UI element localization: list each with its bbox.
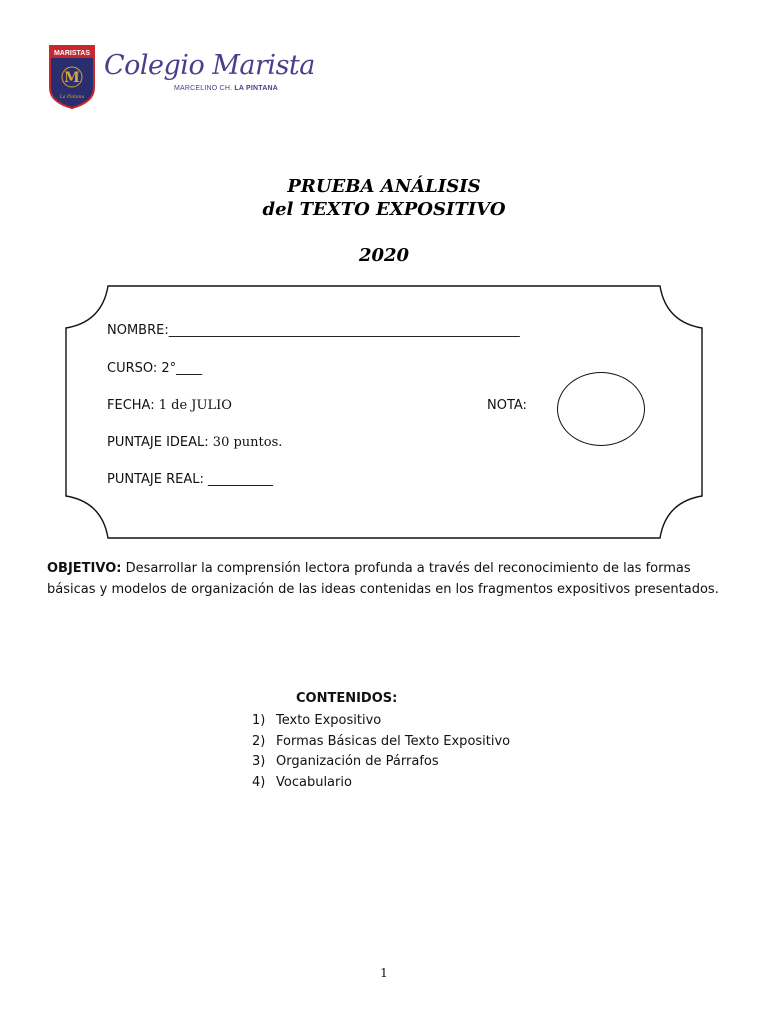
wordmark-subtitle-regular: MARCELINO CH.	[174, 85, 233, 92]
date-field	[107, 398, 232, 413]
date-label: FECHA:	[107, 398, 159, 413]
list-item-number: 3)	[252, 754, 266, 770]
course-field[interactable]: CURSO: 2°____	[107, 361, 203, 376]
list-item-number: 1)	[252, 713, 266, 728]
objective-text: Desarrollar la comprensión lectora profunda a través del reconocimiento de las formas básicas y modelos de organización de las ideas contenidas en los fragmentos expositivos presentados.	[47, 561, 719, 597]
list-item	[252, 752, 510, 773]
list-item	[252, 732, 510, 753]
crest-monogram: M	[64, 70, 80, 86]
list-item-text: Organización de Párrafos	[276, 754, 439, 770]
grade-circle[interactable]	[557, 372, 645, 446]
grade-label: NOTA:	[487, 398, 527, 413]
list-item	[252, 773, 510, 794]
wordmark-title: Colegio Marista	[104, 50, 315, 81]
test-title-line2: del TEXTO EXPOSITIVO	[262, 199, 506, 220]
list-item-text: Vocabulario	[276, 775, 352, 791]
list-item-number: 4)	[252, 775, 266, 791]
wordmark-subtitle	[174, 85, 278, 92]
ideal-score-label: PUNTAJE IDEAL:	[107, 435, 213, 450]
contents-list	[252, 711, 510, 794]
contents-heading: CONTENIDOS:	[296, 691, 398, 706]
crest-footer-text: La Pintana	[59, 95, 85, 100]
date-value: 1 de JULIO	[158, 398, 232, 413]
ideal-score-field	[107, 435, 282, 450]
page-number: 1	[380, 966, 388, 980]
crest-top-text: MARISTAS	[53, 50, 91, 57]
list-item-text: Texto Expositivo	[276, 713, 382, 728]
list-item-text: Formas Básicas del Texto Expositivo	[276, 733, 511, 749]
list-item-number: 2)	[252, 733, 266, 749]
school-wordmark	[104, 48, 315, 100]
ideal-score-value: 30 puntos.	[212, 435, 283, 450]
test-year: 2020	[358, 245, 410, 266]
name-field[interactable]: NOMBRE:______________________________________________________	[107, 323, 520, 338]
objective-paragraph	[47, 558, 722, 600]
school-crest-logo	[48, 44, 96, 110]
test-title-line1: PRUEBA ANÁLISIS	[287, 176, 481, 197]
wordmark-subtitle-bold: LA PINTANA	[234, 85, 278, 92]
list-item	[252, 711, 510, 732]
real-score-field[interactable]: PUNTAJE REAL: __________	[107, 472, 273, 487]
objective-label: OBJETIVO:	[47, 561, 122, 576]
